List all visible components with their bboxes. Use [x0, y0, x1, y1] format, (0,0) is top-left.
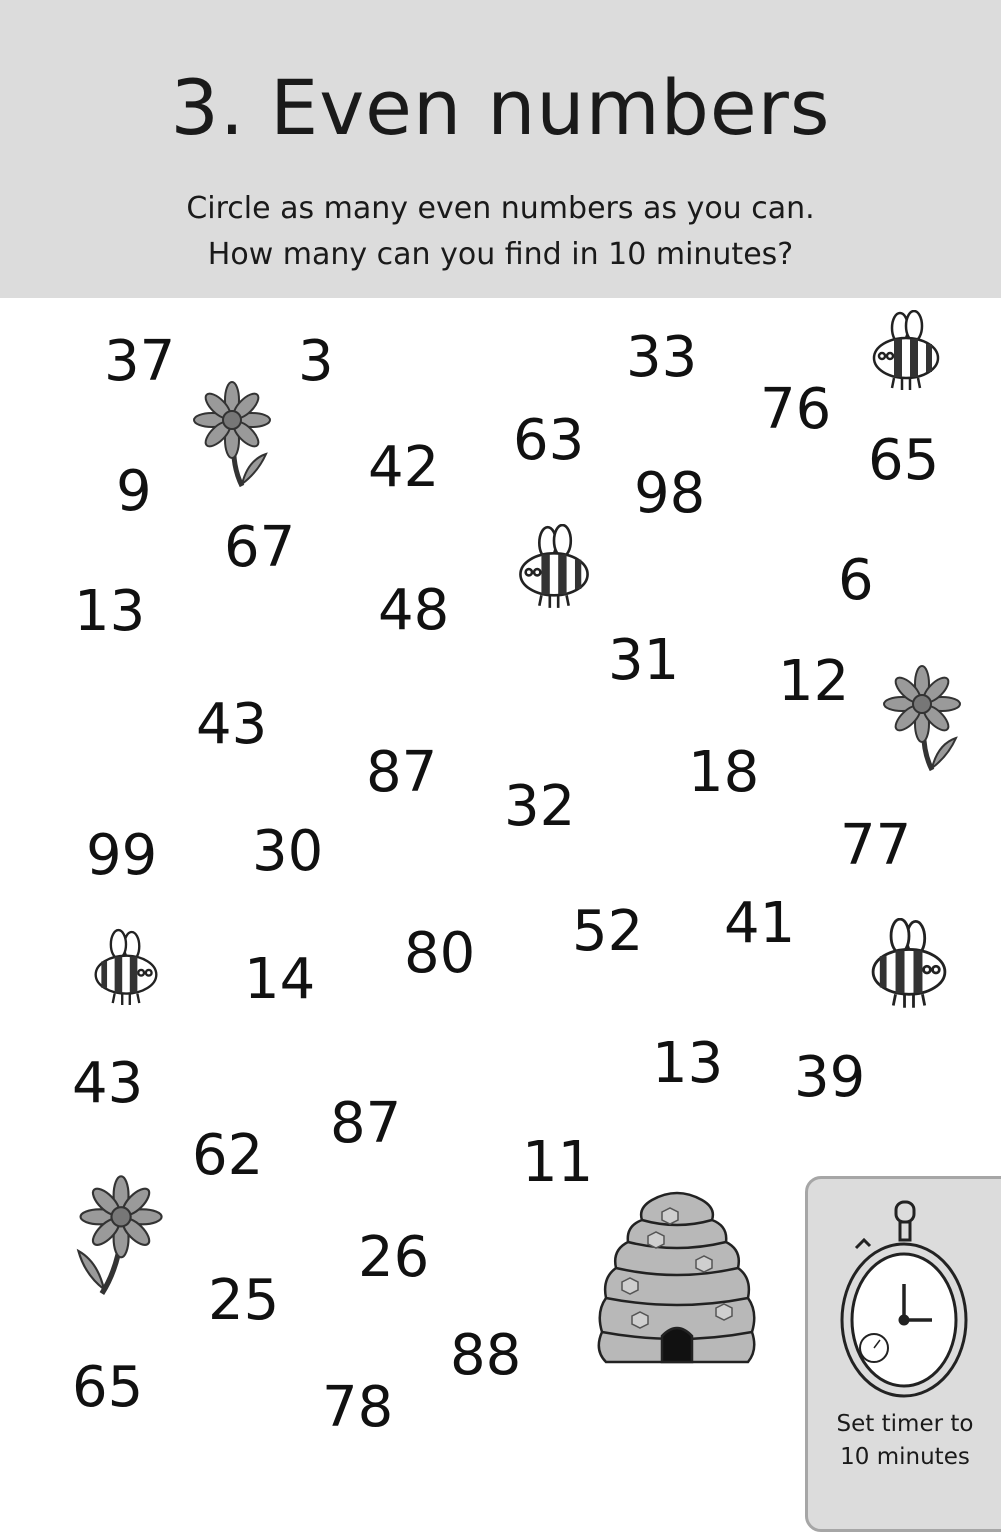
number-item[interactable]: 31 [608, 628, 680, 693]
number-item[interactable]: 41 [724, 891, 796, 956]
number-item[interactable]: 39 [794, 1045, 866, 1110]
number-item[interactable]: 12 [778, 649, 850, 714]
timer-label [810, 1408, 1000, 1474]
header-panel [0, 0, 1001, 298]
number-item[interactable]: 9 [116, 459, 152, 524]
bee-icon [868, 310, 944, 392]
number-item[interactable]: 26 [358, 1225, 430, 1290]
number-item[interactable]: 67 [224, 515, 296, 580]
number-item[interactable]: 32 [504, 774, 576, 839]
number-item[interactable]: 98 [634, 461, 706, 526]
number-item[interactable]: 6 [838, 548, 874, 613]
instructions [0, 186, 1001, 278]
number-item[interactable]: 43 [196, 692, 268, 757]
number-item[interactable]: 65 [868, 428, 940, 493]
number-item[interactable]: 3 [298, 329, 334, 394]
stopwatch-icon [834, 1196, 974, 1400]
number-item[interactable]: 43 [72, 1051, 144, 1116]
flower-icon [72, 1172, 168, 1300]
beehive-icon [592, 1186, 762, 1376]
number-item[interactable]: 62 [192, 1123, 264, 1188]
number-item[interactable]: 13 [74, 579, 146, 644]
number-item[interactable]: 52 [572, 899, 644, 964]
number-item[interactable]: 37 [104, 329, 176, 394]
instruction-line-2: How many can you find in 10 minutes? [207, 237, 794, 272]
bee-icon [866, 918, 952, 1010]
number-item[interactable]: 13 [652, 1031, 724, 1096]
page-title: 3. Even numbers [170, 63, 831, 152]
instruction-line-1: Circle as many even numbers as you can. [186, 191, 815, 226]
timer-label-line-2: 10 minutes [840, 1444, 970, 1470]
bee-icon [514, 524, 594, 610]
number-item[interactable]: 11 [522, 1130, 594, 1195]
number-item[interactable]: 14 [244, 947, 316, 1012]
number-item[interactable]: 30 [252, 819, 324, 884]
number-item[interactable]: 42 [368, 435, 440, 500]
number-item[interactable]: 87 [330, 1091, 402, 1156]
flower-icon [876, 664, 966, 780]
flower-icon [186, 380, 276, 496]
number-item[interactable]: 18 [688, 740, 760, 805]
number-item[interactable]: 65 [72, 1355, 144, 1420]
number-item[interactable]: 48 [378, 578, 450, 643]
number-item[interactable]: 88 [450, 1323, 522, 1388]
bee-icon [90, 928, 162, 1008]
number-item[interactable]: 63 [513, 408, 585, 473]
number-item[interactable]: 99 [86, 823, 158, 888]
number-item[interactable]: 33 [626, 325, 698, 390]
number-item[interactable]: 25 [208, 1268, 280, 1333]
number-item[interactable]: 80 [404, 921, 476, 986]
number-item[interactable]: 78 [322, 1375, 394, 1440]
timer-label-line-1: Set timer to [836, 1411, 974, 1437]
number-item[interactable]: 76 [760, 377, 832, 442]
number-item[interactable]: 77 [840, 813, 912, 878]
number-item[interactable]: 87 [366, 740, 438, 805]
